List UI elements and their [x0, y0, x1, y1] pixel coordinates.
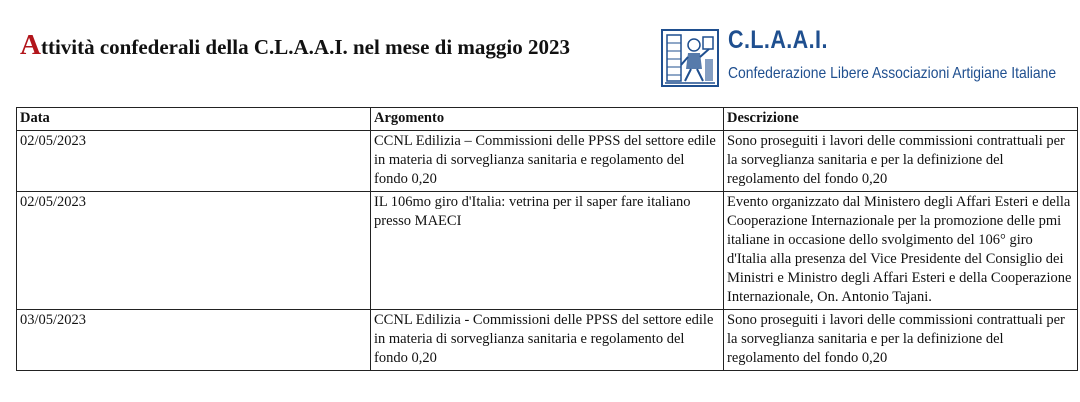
cell-topic: CCNL Edilizia – Commissioni delle PPSS del settore edile in materia di sorveglianza sanitaria e regolamento del fondo 0,20: [371, 131, 724, 192]
page-title: [20, 31, 570, 60]
cell-date: 02/05/2023: [17, 131, 371, 192]
cell-description: Sono proseguiti i lavori delle commissioni contrattuali per la sorveglianza sanitaria e per la definizione del regolamento del fondo 0,20: [724, 310, 1078, 371]
cell-date: 03/05/2023: [17, 310, 371, 371]
table-header-row: [17, 108, 1078, 131]
activities-table: [16, 107, 1078, 371]
logo-name: C.L.A.A.I.: [728, 26, 828, 54]
cell-description: Evento organizzato dal Ministero degli Affari Esteri e della Cooperazione Internazionale per la promozione delle pmi italiane in occasione dello svolgimento del 106° giro d'Italia alla presenza del Vice Presidente del Consiglio dei Ministri e Ministro degli Affari Esteri e della Cooperazione Internazionale, On. Antonio Tajani.: [724, 192, 1078, 310]
table-row: [17, 310, 1078, 371]
column-header-description: Descrizione: [724, 108, 1078, 131]
table-row: [17, 192, 1078, 310]
column-header-date: Data: [17, 108, 371, 131]
cell-topic: CCNL Edilizia - Commissioni delle PPSS del settore edile in materia di sorveglianza sanitaria e regolamento del fondo 0,20: [371, 310, 724, 371]
title-initial: A: [20, 29, 41, 61]
cell-date: 02/05/2023: [17, 192, 371, 310]
title-text: ttività confederali della C.L.A.A.I. nel mese di maggio 2023: [40, 35, 570, 59]
cell-description: Sono proseguiti i lavori delle commissioni contrattuali per la sorveglianza sanitaria e per la definizione del regolamento del fondo 0,20: [724, 131, 1078, 192]
logo-subtitle: Confederazione Libere Associazioni Artigiane Italiane: [728, 65, 1057, 82]
column-header-topic: Argomento: [371, 108, 724, 131]
table-row: [17, 131, 1078, 192]
cell-topic: IL 106mo giro d'Italia: vetrina per il saper fare italiano presso MAECI: [371, 192, 724, 310]
claai-logo-icon: [661, 29, 719, 87]
